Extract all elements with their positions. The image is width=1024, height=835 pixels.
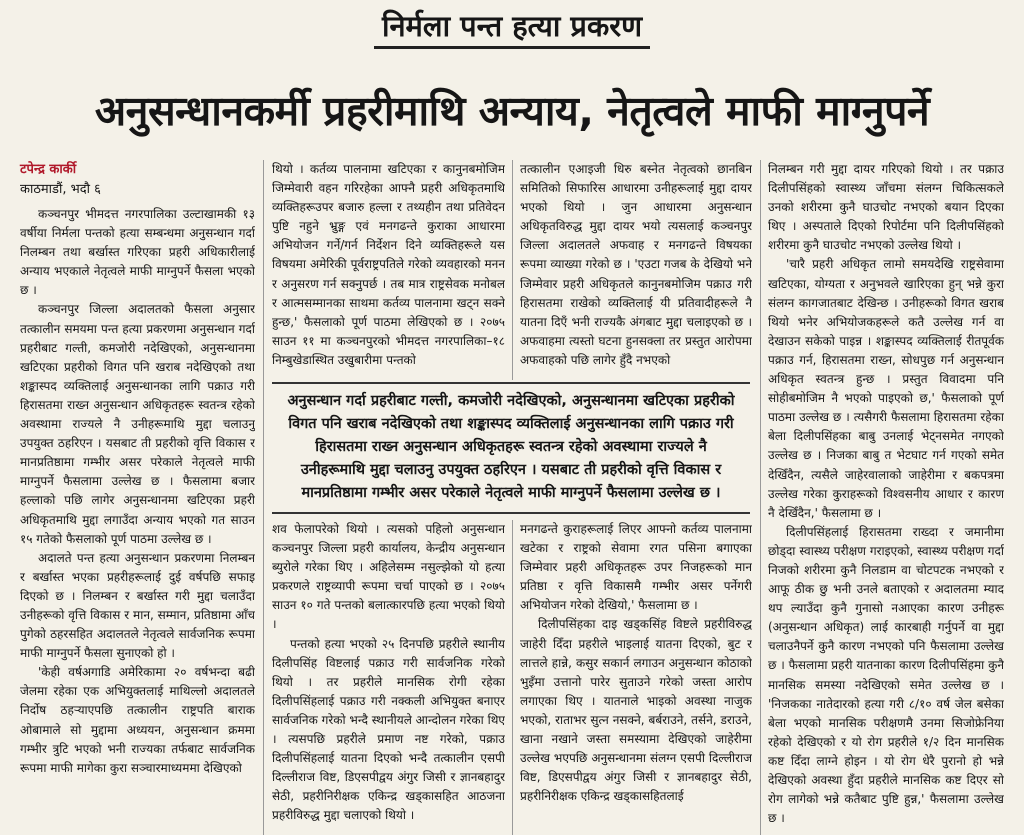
- author-name: टपेन्द्र कार्की: [20, 162, 77, 177]
- column-divider: [512, 520, 513, 835]
- paragraph: दिलीपसिंहका दाइ खड्कसिंह विष्टले प्रहरीविरुद्ध जाहेरी दिँदा प्रहरीले भाइलाई यातना दिएको, बुट र लात्तले हान्ने, कसुर सकार्न लगाउन अनुसन्धान कोठाको भुइँमा उत्तानो पारेर सुताउने गरेको जस्ता आरोप लगाएका थिए । यातनाले भाइको अवस्था नाजुक भएको, राताभर सुत्न नसक्ने, बर्बराउने, तर्सने, डराउने, खाना नखाने जस्ता समस्यामा देखिएको जाहेरीमा उल्लेख भएपछि अनुसन्धानमा संलग्न एसपी दिल्लीराज विष्ट, डिएसपीद्वय अंगुर जिसी र ज्ञानबहादुर सेठी, प्रहरीनिरीक्षक एकिन्द्र खड्कासहितलाई: [520, 617, 752, 804]
- byline: [20, 160, 255, 200]
- paragraph: कञ्चनपुर भीमदत्त नगरपालिका उल्टाखामकी १३ वर्षीया निर्मला पन्तको हत्या सम्बन्धमा अनुसन्धान गर्दा निलम्बन तथा बर्खास्त गरिएका प्रहरी अधिकारीलाई अन्याय भएकाले नेतृत्वले माफी माग्नुपर्ने फैसला भएको छ ।: [20, 207, 255, 298]
- column-divider: [263, 160, 264, 835]
- column-3-bottom: [520, 520, 752, 830]
- column-1: [20, 205, 255, 830]
- paragraph: दिलीपसिंहलाई हिरासतमा राख्दा र जमानीमा छोड्दा स्वास्थ्य परीक्षण गराइएको, स्वास्थ्य परीक्षण गर्दा निजको शरीरमा कुनै निलडाम वा चोटपटक नभएको र आफू ठीक छु भनी उनले बताएको र अदालतमा म्याद थप ल्याउँदा कुनै गुनासो नआएका कारण उनीहरू (अनुसन्धान अधिकृत) लाई कारबाही गर्नुपर्ने वा मुद्दा चलाउनैपर्ने कुनै कारण नभएको पनि फैसलामा उल्लेख छ । फैसलामा प्रहरी यातनाका कारण दिलीपसिंहमा कुनै मानसिक समस्या नदेखिएको समेत उल्लेख छ । 'निजकका नातेदारको हत्या गरी ८/१० वर्ष जेल बसेका बेला भएको मानसिक परीक्षणमै उनमा सिजोफ्रेनिया रहेको देखिएको र यो रोग प्रहरीले १/२ दिन मानसिक कष्ट दिँदा लाग्ने होइन । यो रोग धेरै पुरानो हो भन्ने देखिएको अवस्था हुँदा प्रहरीले मानसिक कष्ट दिएर सो रोग लागेको भन्ने कतैबाट पुष्टि हुन्न,' फैसलामा उल्लेख छ ।: [768, 524, 1004, 826]
- column-2-bottom: [272, 520, 505, 830]
- paragraph: अदालते पन्त हत्या अनुसन्धान प्रकरणमा निलम्बन र बर्खास्त भएका प्रहरीहरूलाई दुई वर्षपछि सफाइ दिएको छ । निलम्बन र बर्खास्त गरी मुद्दा चलाउँदा उनीहरूको वृत्ति विकास र मान, सम्मान, प्रतिष्ठामा आँच पुगेको ठहरसहित अदालतले नेतृत्वले सार्वजनिक रूपमा माफी माग्नुपर्ने फैसला सुनाएको हो ।: [20, 550, 255, 661]
- dateline: काठमाडौं, भदौ ६: [20, 182, 101, 197]
- paragraph: 'चारै प्रहरी अधिकृत लामो समयदेखि राष्ट्रसेवामा खटिएका, योग्यता र अनुभवले खारिएका हुन् भन्ने कुरा संलग्न कागजातबाट देखिन्छ । उनीहरूको विगत खराब थियो भनेर अभियोजकहरूले कतै उल्लेख गर्न वा देखाउन सकेको पाइन्न । शङ्कास्पद व्यक्तिलाई रीतपूर्वक पक्राउ गर्न, हिरासतमा राख्न, सोधपुछ गर्न अनुसन्धान अधिकृत स्वतन्त्र हुन्छ । प्रस्तुत विवादमा पनि सोहीबमोजिम नै भएको पाइएको छ,' फैसलाको पूर्ण पाठमा उल्लेख छ । त्यसैगरी फैसलामा हिरासतमा रहेका बेला दिलीपसिंहका बाबु उनलाई भेट्नसमेत नगएको उल्लेख छ । निजका बाबु त भेटघाट गर्न गएको समेत देखिँदैन, त्यसैले जाहेरवालाको जाहेरीमा र बकपत्रमा उल्लेख गरेका कुराहरूको विश्वसनीय आधार र कारण नै देखिँदैन,' फैसलामा छ ।: [768, 257, 1004, 520]
- kicker-text: निर्मला पन्त हत्या प्रकरण: [374, 6, 650, 49]
- paragraph: पन्तको हत्या भएको २५ दिनपछि प्रहरीले स्थानीय दिलीपसिंह विष्टलाई पक्राउ गरी सार्वजनिक गरेको थियो । तर प्रहरीले मानसिक रोगी रहेका दिलीपसिंहलाई पक्राउ गरी नक्कली अभियुक्त बनाएर सार्वजनिक गरेको भन्दै स्थानीयले आन्दोलन गरेका थिए । त्यसपछि प्रहरीले प्रमाण नष्ट गरेको, पक्राउ दिलीपसिंहलाई यातना दिएको भन्दै तत्कालीन एसपी दिल्लीराज विष्ट, डिएसपीद्वय अंगुर जिसी र ज्ञानबहादुर सेठी, प्रहरीनिरीक्षक एकिन्द्र खड्कासहित आठजना प्रहरीविरुद्ध मुद्दा चलाएको थियो ।: [272, 636, 505, 823]
- column-divider: [760, 160, 761, 835]
- pull-quote-text: अनुसन्धान गर्दा प्रहरीबाट गल्ती, कमजोरी नदेखिएको, अनुसन्धानमा खटिएका प्रहरीको विगत पनि खराब नदेखिएको तथा शङ्कास्पद व्यक्तिलाई अनुसन्धानका लागि पक्राउ गरी हिरासतमा राख्न अनुसन्धान अधिकृतहरू स्वतन्त्र रहेको अवस्थामा राज्यले नै उनीहरूमाथि मुद्दा चलाउनु उपयुक्त ठहरिएन । यसबाट ती प्रहरीको वृत्ति विकास र मानप्रतिष्ठामा गम्भीर असर परेकाले नेतृत्वले माफी माग्नुपर्ने फैसलामा उल्लेख छ ।: [287, 393, 735, 501]
- column-3-top: [520, 160, 752, 370]
- headline: अनुसन्धानकर्मी प्रहरीमाथि अन्याय, नेतृत्वले माफी माग्नुपर्ने: [94, 87, 930, 135]
- paragraph: 'केही वर्षअगाडि अमेरिकामा २० वर्षभन्दा बढी जेलमा रहेका एक अभियुक्तलाई माथिल्लो अदालतले निर्दोष ठहऱ्याएपछि तत्कालीन राष्ट्रपति बाराक ओबामाले सो मुद्दामा अध्ययन, अनुसन्धान क्रममा गम्भीर त्रुटि भएको भनी राज्यका तर्फबाट सार्वजनिक रूपमा माफी मागेका कुरा सञ्चारमाध्यममा देखिएको: [20, 665, 255, 775]
- kicker: [0, 6, 1024, 49]
- column-4: [768, 160, 1004, 830]
- paragraph: शव फेलापरेको थियो । त्यसको पहिलो अनुसन्धान कञ्चनपुर जिल्ला प्रहरी कार्यालय, केन्द्रीय अनुसन्धान ब्युरोले गरेका थिए । अहिलेसम्म नसुल्झेको यो हत्या प्रकरणले राष्ट्रव्यापी रूपमा चर्चा पाएको छ । २०७५ साउन १० गते पन्तको बलात्कारपछि हत्या भएको थियो ।: [272, 522, 505, 632]
- paragraph: कञ्चनपुर जिल्ला अदालतको फैसला अनुसार तत्कालीन समयमा पन्त हत्या प्रकरणमा अनुसन्धान गर्दा प्रहरीबाट गल्ती, कमजोरी नदेखिएको, अनुसन्धानमा खटिएका प्रहरीको विगत पनि खराब नदेखिएको तथा शङ्कास्पद व्यक्तिलाई अनुसन्धानका लागि पक्राउ गरी हिरासतमा राख्न अनुसन्धान अधिकृतहरू स्वतन्त्र रहेको अवस्थामा राज्यले नै उनीहरूमाथि मुद्दा चलाउनु उपयुक्त ठहरिएन । यसबाट ती प्रहरीको वृत्ति विकास र मानप्रतिष्ठामा गम्भीर असर परेकाले नेतृत्वले माफी माग्नुपर्ने फैसलामा उल्लेख छ । फैसलामा बजार हल्लाको पछि लागेर अनुसन्धानमा खटिएका प्रहरी अधिकृतमाथि मुद्दा लगाउँदा अन्याय भएको गत साउन १५ गतेको फैसलाको पूर्ण पाठमा उल्लेख छ ।: [20, 302, 255, 546]
- paragraph: तत्कालीन एआइजी धिरु बस्नेत नेतृत्वको छानबिन समितिको सिफारिस आधारमा उनीहरूलाई मुद्दा दायर भएको थियो । जुन आधारमा अनुसन्धान अधिकृतविरुद्ध मुद्दा दायर भयो त्यसलाई कञ्चनपुर जिल्ला अदालतले अफवाह र मनगढन्ते विषयका रूपमा व्याख्या गरेको छ । 'एउटा गजब के देखियो भने जिम्मेवार प्रहरी अधिकृतले कानुनबमोजिम पक्राउ गरी हिरासतमा राखेको व्यक्तिलाई यी प्रतिवादीहरूले नै यातना दिएँ भनी राज्यकै अंगबाट मुद्दा चलाइएको छ । अफवाहमा त्यस्तो घटना हुनसक्ला तर प्रस्तुत आरोपमा अफवाहको पछि लागेर हुँदै नभएको: [520, 162, 752, 367]
- column-divider: [512, 160, 513, 380]
- pull-quote: [272, 382, 750, 514]
- column-2-top: [272, 160, 505, 370]
- paragraph: निलम्बन गरी मुद्दा दायर गरिएको थियो । तर पक्राउ दिलीपसिंहको स्वास्थ्य जाँचमा संलग्न चिकित्सकले उनको शरीरमा कुनै घाउचोट नभएको बयान दिएका थिए । अस्पताले दिएको रिपोर्टमा पनि दिलीपसिंहको शरीरमा कुनै घाउचोट नभएको उल्लेख थियो ।: [768, 162, 1004, 253]
- paragraph: मनगढन्ते कुराहरूलाई लिएर आफ्नो कर्तव्य पालनामा खटेका र राष्ट्रको सेवामा रगत पसिना बगाएका जिम्मेवार प्रहरी अधिकृतहरू उपर निजहरूको मान प्रतिष्ठा र वृत्ति विकासमै गम्भीर असर पर्नेगरी अभियोजन गरेको देखियो,' फैसलामा छ ।: [520, 522, 752, 613]
- paragraph: थियो । कर्तव्य पालनामा खटिएका र कानुनबमोजिम जिम्मेवारी वहन गरिरहेका आफ्नै प्रहरी अधिकृतमाथि व्यक्तिहरूउपर बजारु हल्ला र तथ्यहीन तथा प्रतिवेदन पुष्टि नहुने भ्रुङ्ग एवं मनगढन्ते कुराका आधारमा अभियोजन गर्ने/गर्न निर्देशन दिने व्यक्तिहरूले यस विषयमा अमेरिकी पूर्वराष्ट्रपतिले गरेको व्यवहारको मनन र अनुसरण गर्न सक्नुपर्छ । तब मात्र राष्ट्रसेवक मनोबल र आत्मसम्मानका साथमा कर्तव्य पालनामा खट्न सक्ने हुन्छ,' फैसलाको पूर्ण पाठमा लेखिएको छ । २०७५ साउन ११ मा कञ्चनपुरको भीमदत्त नगरपालिका–१८ निम्बुखेडास्थित उखुबारीमा पन्तको: [272, 162, 505, 367]
